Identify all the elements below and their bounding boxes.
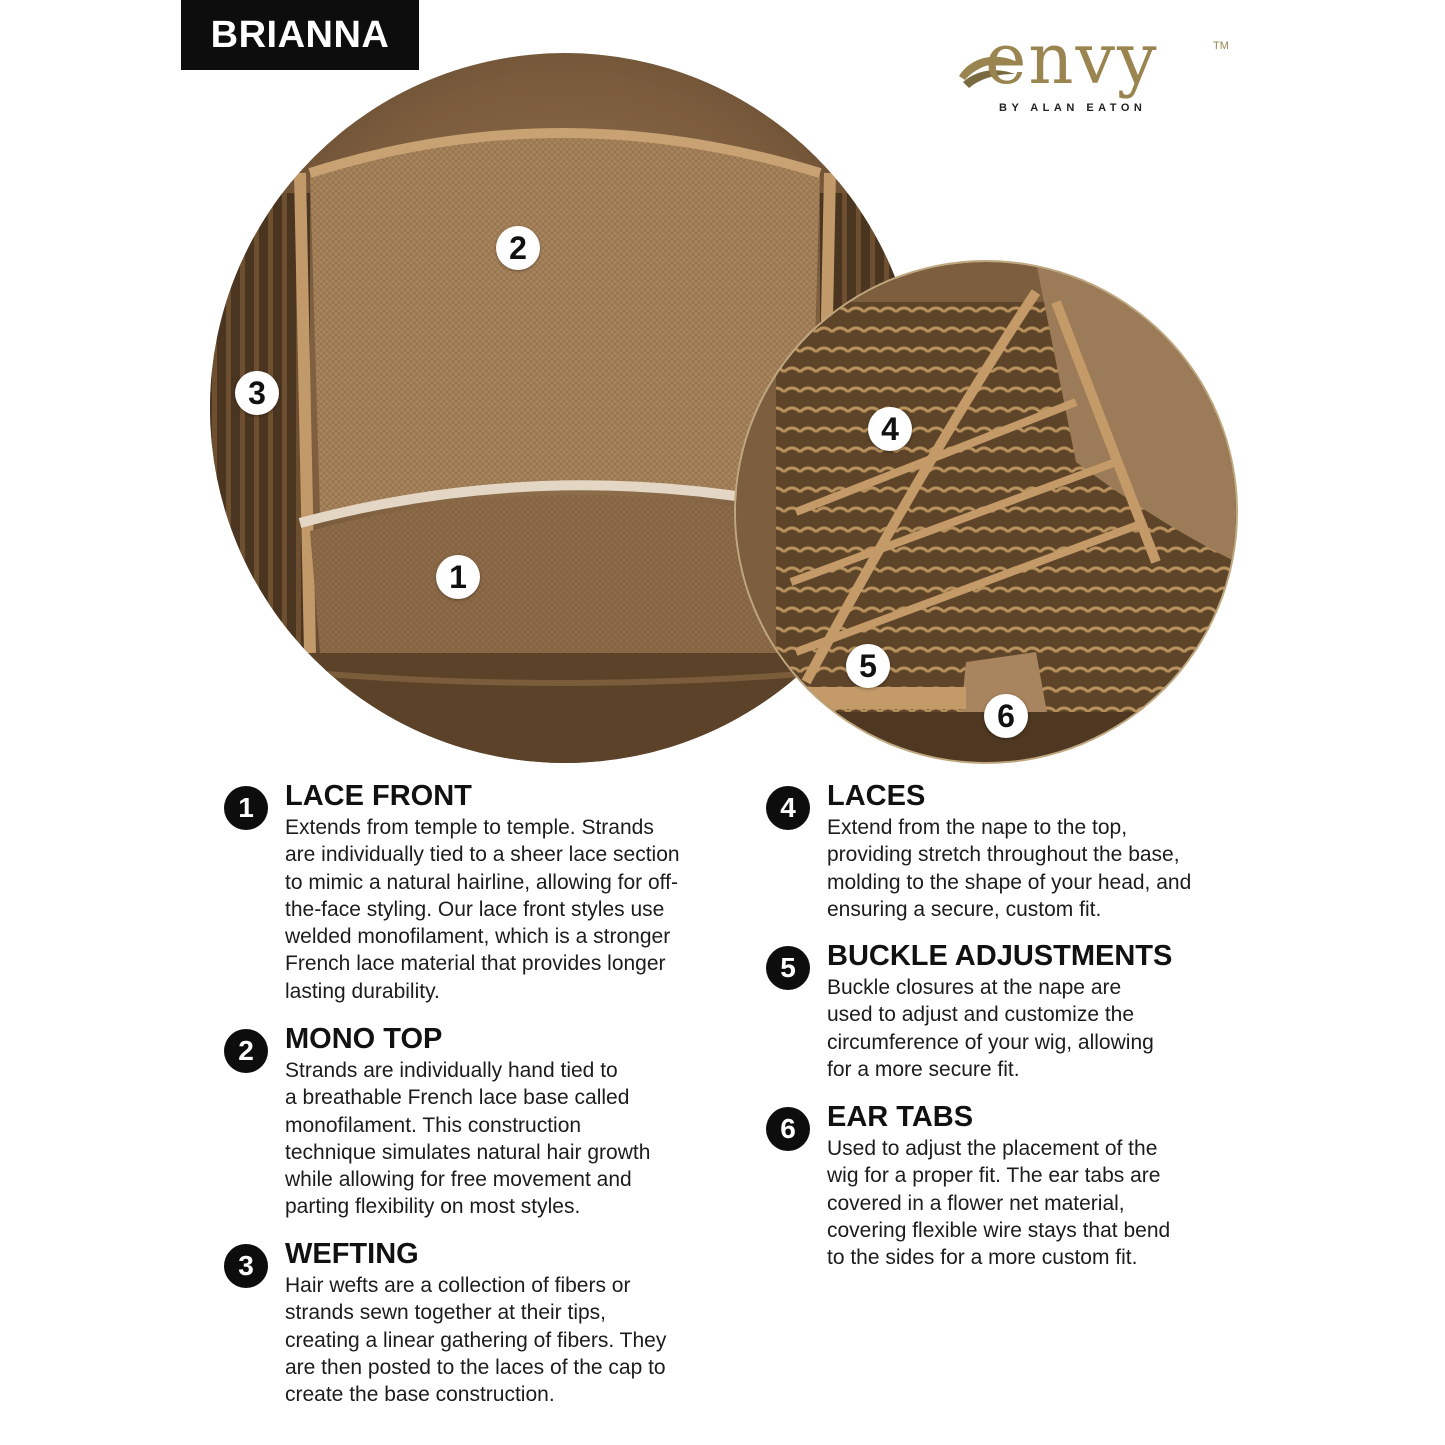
cap-back-photo [736, 262, 1236, 762]
feature-description: Extends from temple to temple. Strands are individually tied to a sheer lace section to mimic a natural hairline, allowing for off- the-face styling. Our lace front styles use welded monofilament, which is a stronger French lace material that provides longer lasting durability. [285, 816, 680, 1003]
feature-number-badge: 5 [766, 946, 810, 990]
feature-number-badge: 3 [224, 1244, 268, 1288]
product-name: BRIANNA [210, 13, 390, 56]
feature-laces [766, 780, 1246, 930]
feature-title: WEFTING [285, 1238, 419, 1270]
feature-description: Hair wefts are a collection of fibers or strands sewn together at their tips, creating a linear gathering of fibers. They are then posted to the laces of the cap to create the base construction. [285, 1274, 667, 1407]
photo-marker-5: 5 [846, 644, 890, 688]
feature-number-badge: 1 [224, 786, 268, 830]
product-name-tag [181, 0, 419, 70]
feature-title: LACES [827, 780, 926, 812]
feature-title: BUCKLE ADJUSTMENTS [827, 940, 1173, 972]
feature-lace-front [224, 780, 724, 1010]
feature-description: Buckle closures at the nape are used to adjust and customize the circumference of your wig, allowing for a more secure fit. [827, 976, 1154, 1081]
brand-tagline: BY ALAN EATON [999, 102, 1147, 114]
feature-description: Extend from the nape to the top, providing stretch throughout the base, molding to the shape of your head, and ensuring a secure, custom fit. [827, 816, 1192, 921]
photo-marker-3: 3 [235, 371, 279, 415]
feature-title: LACE FRONT [285, 780, 472, 812]
feature-wefting [224, 1238, 724, 1418]
feature-number-badge: 2 [224, 1029, 268, 1073]
trademark-symbol: TM [1213, 40, 1229, 52]
feature-number-badge: 4 [766, 786, 810, 830]
photo-marker-6: 6 [984, 694, 1028, 738]
feature-buckle-adjustments [766, 940, 1246, 1090]
photo-marker-1: 1 [436, 555, 480, 599]
feature-description: Used to adjust the placement of the wig for a proper fit. The ear tabs are covered in a flower net material, covering flexible wire stays that bend to the sides for a more custom fit. [827, 1137, 1171, 1270]
feature-number-badge: 6 [766, 1107, 810, 1151]
brand-wordmark: envy [985, 18, 1159, 100]
feature-title: MONO TOP [285, 1023, 443, 1055]
feature-ear-tabs [766, 1101, 1246, 1276]
brand-logo [955, 18, 1245, 126]
photo-marker-2: 2 [496, 226, 540, 270]
feature-title: EAR TABS [827, 1101, 974, 1133]
feature-mono-top [224, 1023, 724, 1223]
photo-marker-4: 4 [868, 407, 912, 451]
feature-description: Strands are individually hand tied to a breathable French lace base called monofilament. This construction technique simulates natural hair growth while allowing for free movement and parting flexibility on most styles. [285, 1059, 651, 1219]
